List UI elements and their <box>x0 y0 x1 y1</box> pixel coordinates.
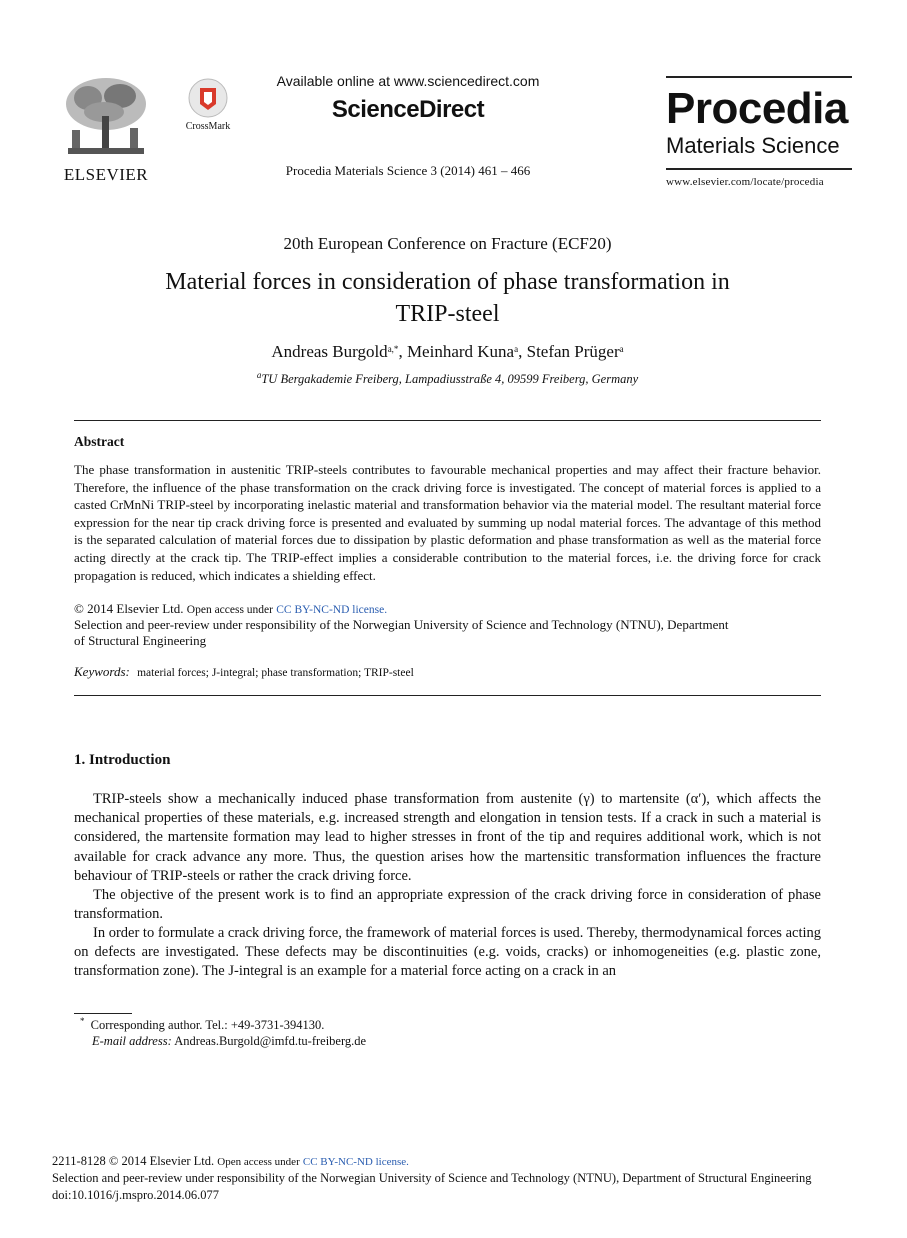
rule-below-keywords <box>74 695 821 696</box>
email-label: E-mail address: <box>92 1034 172 1048</box>
abstract-heading: Abstract <box>74 434 125 449</box>
email-note <box>92 1034 366 1049</box>
peer-review-statement <box>74 617 821 649</box>
keywords-list: material forces; J-integral; phase transformation; TRIP-steel <box>137 667 414 679</box>
journal-url[interactable]: www.elsevier.com/locate/procedia <box>666 176 824 188</box>
footnote-marker: * <box>80 1016 85 1026</box>
footer-peer-review: Selection and peer-review under responsibility of the Norwegian University of Science and Technology (NTNU), Department of Structural Engineering <box>52 1171 812 1185</box>
title-line-1: Material forces in consideration of phase transformation in <box>165 269 730 295</box>
keywords <box>74 664 414 680</box>
intro-paragraph-1: TRIP-steels show a mechanically induced phase transformation from austenite (γ) to martensite (α′), which affects the mechanical properties of these materials, e.g. increased strength and elongation in tension tests. If a crack in such a material is considered, the martensite formation may lead to higher stresses in front of the tip and requires additional work, which is not available for crack advance any more. Thus, the question arises how the martensitic transformation influences the fracture behaviour of TRIP-steels or rather the crack driving force. <box>74 791 821 884</box>
open-access-text: Open access under <box>186 604 273 616</box>
brand-rule-bottom <box>666 168 852 170</box>
author-sup: a,* <box>387 344 399 354</box>
footnote-rule <box>74 1013 132 1014</box>
keywords-label: Keywords: <box>74 664 130 679</box>
sciencedirect-logo[interactable]: ScienceDirect <box>331 96 485 123</box>
crossmark-badge[interactable] <box>180 78 236 134</box>
footer-doi[interactable]: doi:10.1016/j.mspro.2014.06.077 <box>52 1188 220 1202</box>
footer-issn: 2211-8128 © 2014 Elsevier Ltd. <box>52 1154 215 1168</box>
journal-citation: Procedia Materials Science 3 (2014) 461 – 466 <box>285 163 531 178</box>
affiliation-text: TU Bergakademie Freiberg, Lampadiusstraße 4, 09599 Freiberg, Germany <box>261 372 639 386</box>
brand-rule-top <box>666 76 852 78</box>
corresponding-author-text: Corresponding author. Tel.: +49-3731-394130. <box>90 1018 325 1032</box>
affiliation <box>74 372 821 387</box>
elsevier-wordmark: ELSEVIER <box>63 165 149 184</box>
intro-paragraph-2: The objective of the present work is to find an appropriate expression of the crack driving force in consideration of phase transformation. <box>74 887 821 923</box>
author-list: Andreas Burgold$^{a,*}$, Meinhard Kuna$^a$, Stefan Prüger$^a$ <box>271 342 624 361</box>
peer-review-line-2: of Structural Engineering <box>74 633 207 648</box>
author-name: Meinhard Kuna <box>406 342 515 361</box>
affiliation-sup: a <box>256 370 262 380</box>
section-heading: 1. Introduction <box>74 752 171 768</box>
rule-above-abstract <box>74 420 821 421</box>
author-sup: a <box>619 344 624 354</box>
author-name: Andreas Burgold <box>271 342 388 361</box>
corresponding-author-note <box>80 1018 324 1033</box>
brand-title: Procedia <box>666 84 848 133</box>
abstract-copyright <box>74 601 387 617</box>
author-sup: a <box>514 344 519 354</box>
paper-title <box>74 266 821 330</box>
copyright-text: © 2014 Elsevier Ltd. <box>74 601 184 616</box>
abstract-text: The phase transformation in austenitic TRIP-steels contributes to favourable mechanical properties and may affect their fracture behavior. Therefore, the influence of the phase transformation on the crack driving force is investigated. The concept of material forces is applied to a casted CrMnNi TRIP-steel by incorporating inelastic material and transformation behavior via the material model. The resultant material force expression for the near tip crack driving force is presented and evaluated by summing up nodal material forces. The advantage of this method is the separated calculation of material forces due to dissipation by plastic deformation and phase transformation as well as the material force acting directly at the crack tip. The TRIP-effect implies a considerable contribution to the material forces, i.e. the driving force for crack propagation is reduced, which indicates a shielding effect. <box>74 462 821 583</box>
title-line-2: TRIP-steel <box>395 301 500 327</box>
brand-subtitle: Materials Science <box>666 133 840 158</box>
author-name: Stefan Prüger <box>526 342 620 361</box>
crossmark-label: CrossMark <box>185 121 231 132</box>
conference-name: 20th European Conference on Fracture (ECF20) <box>283 234 612 253</box>
available-online: Available online at www.sciencedirect.com <box>276 73 540 89</box>
intro-paragraph-3: In order to formulate a crack driving force, the framework of material forces is used. Thereby, thermodynamical forces acting on defects are investigated. These defects may be discontinuities (e.g. voids, cracks) or inhomogeneities (e.g. plastic zone, transformation zone). The J-integral is an example for a material force acting on a crack in an <box>74 925 821 980</box>
footer-open-access: Open access under <box>217 1156 300 1168</box>
footer-license-link[interactable]: CC BY-NC-ND license. <box>302 1156 409 1168</box>
elsevier-logo <box>58 74 154 184</box>
peer-review-line-1: Selection and peer-review under responsibility of the Norwegian University of Science and Technology (NTNU), Department <box>74 617 729 632</box>
footer-copyright <box>52 1154 409 1169</box>
crossmark-icon <box>186 78 230 118</box>
elsevier-tree-icon <box>58 74 154 160</box>
email-address[interactable]: Andreas.Burgold@imfd.tu-freiberg.de <box>174 1034 367 1048</box>
license-link[interactable]: CC BY-NC-ND license. <box>276 604 388 616</box>
procedia-brand <box>666 76 854 188</box>
